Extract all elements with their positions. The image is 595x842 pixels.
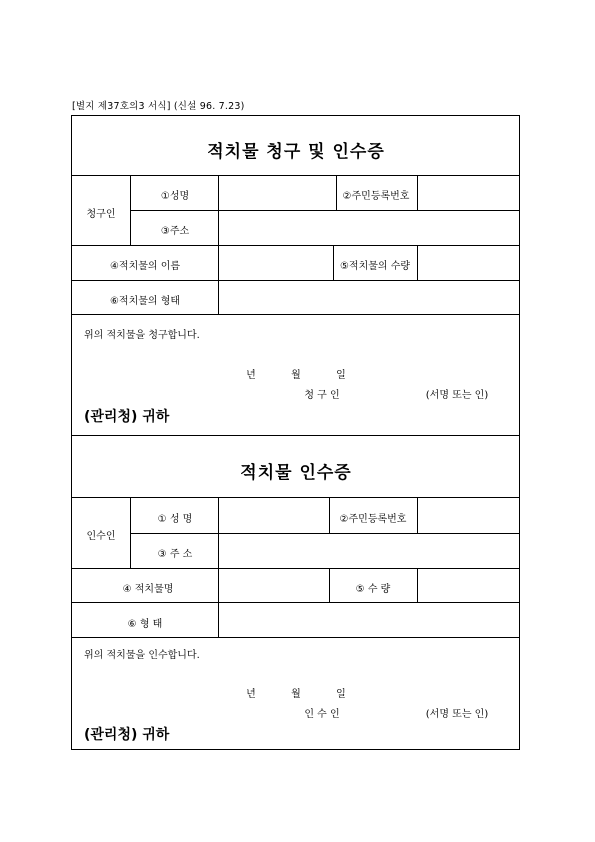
- section-divider: [71, 435, 520, 436]
- receipt-year-label: 년: [246, 689, 256, 700]
- claim-day-label: 일: [336, 370, 346, 381]
- claim-resident-number-label: ②주민등록번호: [342, 191, 410, 202]
- divider: [218, 175, 219, 314]
- receipt-addressee: (관리청) 귀하: [84, 727, 170, 743]
- divider: [71, 314, 520, 315]
- divider: [130, 533, 520, 534]
- divider: [329, 568, 330, 602]
- receipt-name-label: ① 성 명: [157, 514, 193, 525]
- receiver-label: 인수인: [86, 531, 116, 542]
- divider: [130, 497, 131, 568]
- claim-year-label: 년: [246, 370, 256, 381]
- claim-month-label: 월: [291, 370, 301, 381]
- receipt-statement: 위의 적치물을 인수합니다.: [84, 650, 200, 661]
- claim-addressee: (관리청) 귀하: [84, 409, 170, 425]
- receipt-form-title: 적치물 인수증: [240, 463, 352, 483]
- receipt-address-label: ③ 주 소: [157, 549, 193, 560]
- claim-address-label: ③주소: [160, 226, 190, 237]
- claim-signer-label: 청 구 인: [304, 390, 340, 401]
- divider: [71, 280, 520, 281]
- receipt-resident-number-label: ②주민등록번호: [339, 514, 407, 525]
- divider: [130, 175, 131, 245]
- claim-form-title: 적치물 청구 및 인수증: [207, 142, 385, 162]
- receipt-signer-label: 인 수 인: [304, 709, 340, 720]
- divider: [71, 637, 520, 638]
- divider: [336, 175, 337, 210]
- divider: [71, 245, 520, 246]
- divider: [218, 497, 219, 637]
- divider: [417, 568, 418, 602]
- receipt-sign-hint: (서명 또는 인): [425, 709, 489, 720]
- claimant-label: 청구인: [86, 209, 116, 220]
- claim-shape-label: ⑥적치물의 형태: [109, 296, 181, 307]
- receipt-month-label: 월: [291, 689, 301, 700]
- divider: [417, 175, 418, 210]
- divider: [130, 210, 218, 211]
- divider: [71, 602, 520, 603]
- receipt-day-label: 일: [336, 689, 346, 700]
- claim-name-label: ①성명: [160, 191, 190, 202]
- divider: [218, 210, 520, 211]
- claim-quantity-label: ⑤적치물의 수량: [339, 261, 411, 272]
- receipt-item-name-label: ④ 적치물명: [122, 584, 174, 595]
- claim-statement: 위의 적치물을 청구합니다.: [84, 330, 200, 341]
- claim-item-name-label: ④적치물의 이름: [109, 261, 181, 272]
- form-number-note: [별지 제37호의3 서식] (신설 96. 7.23): [72, 101, 245, 112]
- divider: [71, 568, 520, 569]
- divider: [71, 497, 520, 498]
- divider: [329, 497, 330, 533]
- receipt-quantity-label: ⑤ 수 량: [355, 584, 391, 595]
- claim-sign-hint: (서명 또는 인): [425, 390, 489, 401]
- divider: [417, 245, 418, 280]
- divider: [71, 175, 520, 176]
- divider: [333, 245, 334, 280]
- divider: [417, 497, 418, 533]
- receipt-shape-label: ⑥ 형 태: [127, 619, 163, 630]
